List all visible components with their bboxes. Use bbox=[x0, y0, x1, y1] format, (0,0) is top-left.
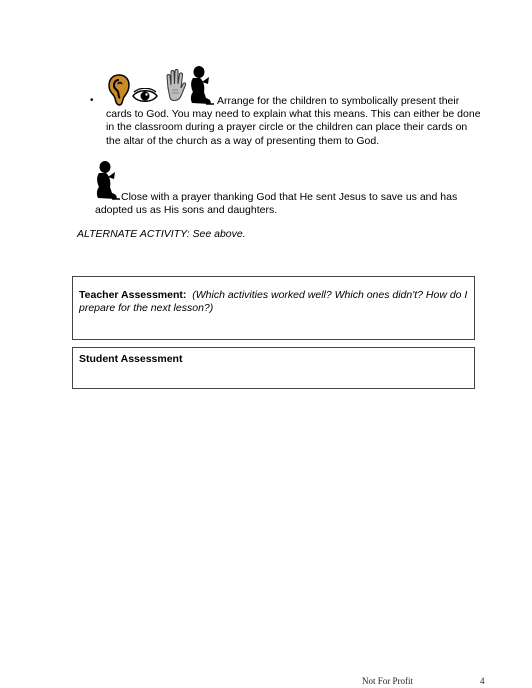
teacher-assessment-box[interactable] bbox=[72, 276, 475, 340]
footer-text: Not For Profit bbox=[362, 676, 414, 686]
section2-text: adopted us as His sons and daughters. bbox=[95, 204, 278, 216]
bullet: • bbox=[90, 95, 94, 106]
teacher-assessment-text bbox=[79, 289, 469, 316]
section1-text-line1: Arrange for the children to symbolically present their bbox=[217, 95, 460, 107]
praying-child-icon bbox=[93, 161, 121, 201]
section2-text-line1: Close with a prayer thanking God that He sent Jesus to save us and has bbox=[121, 191, 458, 203]
eye-icon bbox=[131, 88, 159, 104]
student-assessment-box[interactable] bbox=[72, 347, 475, 389]
alternate-activity: ALTERNATE ACTIVITY: See above. bbox=[77, 228, 246, 240]
page-number: 4 bbox=[480, 676, 485, 686]
student-assessment-label: Student Assessment bbox=[79, 353, 183, 365]
praying-child-icon bbox=[188, 66, 214, 106]
hand-icon bbox=[163, 68, 187, 104]
ear-icon bbox=[108, 74, 130, 106]
teacher-assessment-prompt: (Which activities worked well? Which ones didn't? How do I prepare for the next lesson?) bbox=[79, 289, 468, 315]
teacher-assessment-label: Teacher Assessment: bbox=[79, 289, 187, 301]
section1-text: cards to God. You may need to explain what this means. This can either be done in the classroom during a prayer circle or the children can place their cards on the altar of the church as a way of presenting them to God. bbox=[106, 108, 481, 147]
